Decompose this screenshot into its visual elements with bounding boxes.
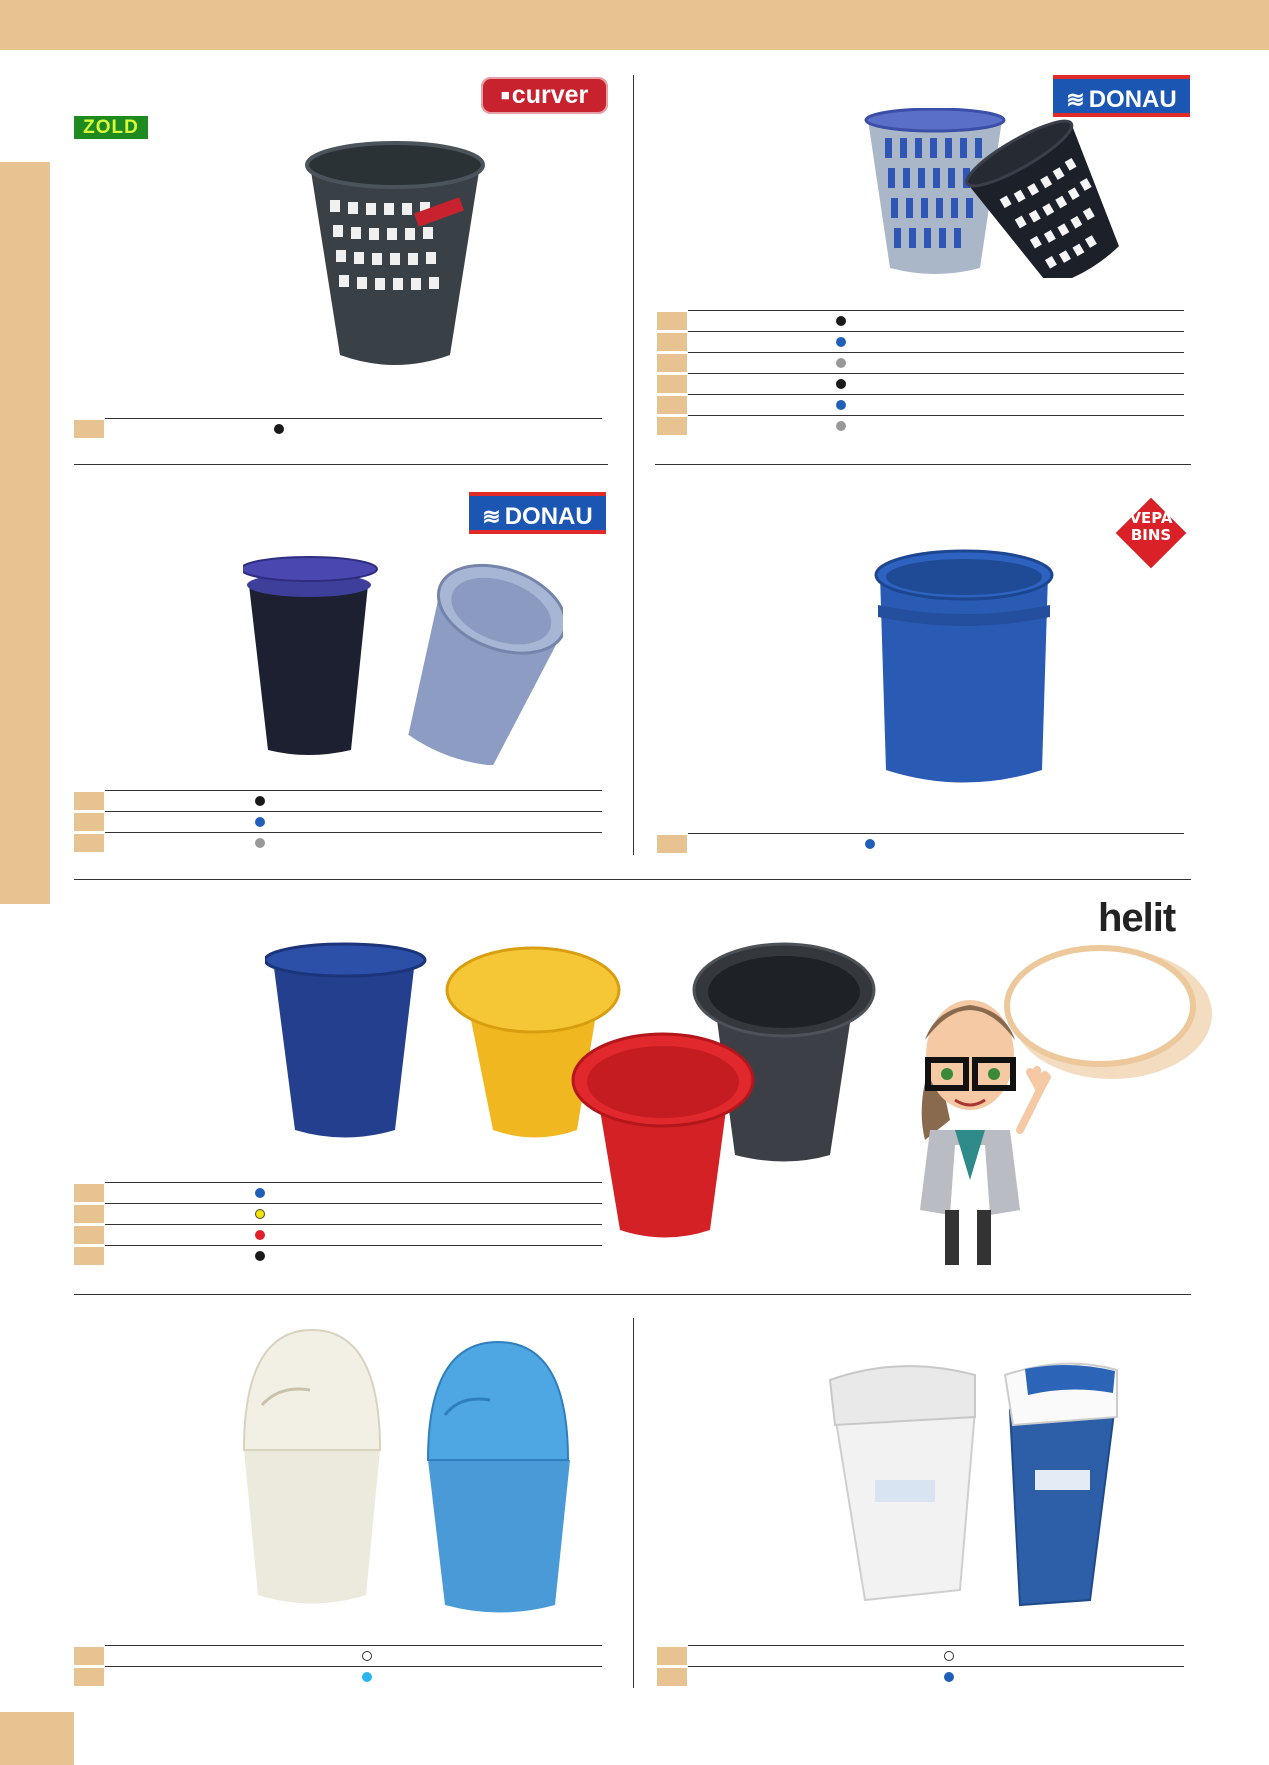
table-row: [105, 832, 602, 853]
donau-solid-bins-image: [243, 555, 563, 765]
table-row: [688, 310, 1184, 331]
helit-logo: helit: [1098, 896, 1176, 940]
color-dot-blue: [865, 839, 875, 849]
page-number-tab: [0, 1712, 74, 1765]
table-row: [105, 1666, 602, 1687]
table-row: [688, 331, 1184, 352]
product-rows: [688, 1645, 1184, 1687]
product-rows: [688, 833, 1184, 854]
color-dot-blue: [255, 1188, 265, 1198]
section-side-tab: [0, 162, 50, 904]
table-row: [688, 394, 1184, 415]
curver-logo: ■curver: [481, 77, 608, 114]
section-divider: [74, 1294, 1191, 1295]
donau-logo: ≋ DONAU: [1053, 75, 1190, 117]
table-row: [105, 1182, 602, 1203]
section-divider: [74, 464, 608, 465]
product-rows: [105, 1182, 602, 1266]
dome-lid-bins-image: [240, 1320, 570, 1615]
table-row: [105, 790, 602, 811]
product-rows: [105, 790, 602, 853]
table-row: [688, 373, 1184, 394]
color-dot-grey: [255, 838, 265, 848]
color-dot-white: [362, 1651, 372, 1661]
table-row: [105, 418, 602, 439]
color-dot-grey: [836, 358, 846, 368]
table-row: [688, 415, 1184, 436]
product-rows: [105, 418, 602, 439]
header-band: [0, 0, 1269, 50]
color-dot-blue: [944, 1672, 954, 1682]
table-row: [688, 1666, 1184, 1687]
section-divider: [655, 464, 1191, 465]
table-row: [105, 1645, 602, 1666]
color-dot-light-blue: [362, 1672, 372, 1682]
color-dot-black: [255, 1251, 265, 1261]
color-dot-black: [274, 424, 284, 434]
color-dot-black: [255, 796, 265, 806]
section-divider: [74, 879, 1191, 880]
color-dot-red: [255, 1230, 265, 1240]
table-row: [688, 352, 1184, 373]
column-divider: [633, 1318, 634, 1688]
color-dot-blue: [255, 817, 265, 827]
zold-logo: ZOLD: [74, 116, 148, 139]
table-row: [688, 833, 1184, 854]
swing-lid-bins-image: [825, 1355, 1125, 1615]
donau-mesh-baskets-image: [860, 108, 1125, 278]
color-dot-grey: [836, 421, 846, 431]
color-dot-white: [944, 1651, 954, 1661]
color-dot-black: [836, 379, 846, 389]
product-rows: [688, 310, 1184, 436]
color-dot-yellow: [255, 1209, 265, 1219]
donau-logo: ≋ DONAU: [469, 492, 606, 534]
mascot-woman-illustration: [895, 980, 1055, 1270]
table-row: [688, 1645, 1184, 1666]
table-row: [105, 1203, 602, 1224]
color-dot-blue: [836, 337, 846, 347]
table-row: [105, 1245, 602, 1266]
curver-mesh-basket-image: [300, 140, 490, 370]
color-dot-blue: [836, 400, 846, 410]
column-divider: [633, 75, 634, 855]
table-row: [105, 811, 602, 832]
vepa-bins-logo-text: VEPA BINS: [1129, 509, 1173, 544]
vepa-blue-bin-image: [868, 545, 1060, 790]
product-rows: [105, 1645, 602, 1687]
color-dot-black: [836, 316, 846, 326]
table-row: [105, 1224, 602, 1245]
